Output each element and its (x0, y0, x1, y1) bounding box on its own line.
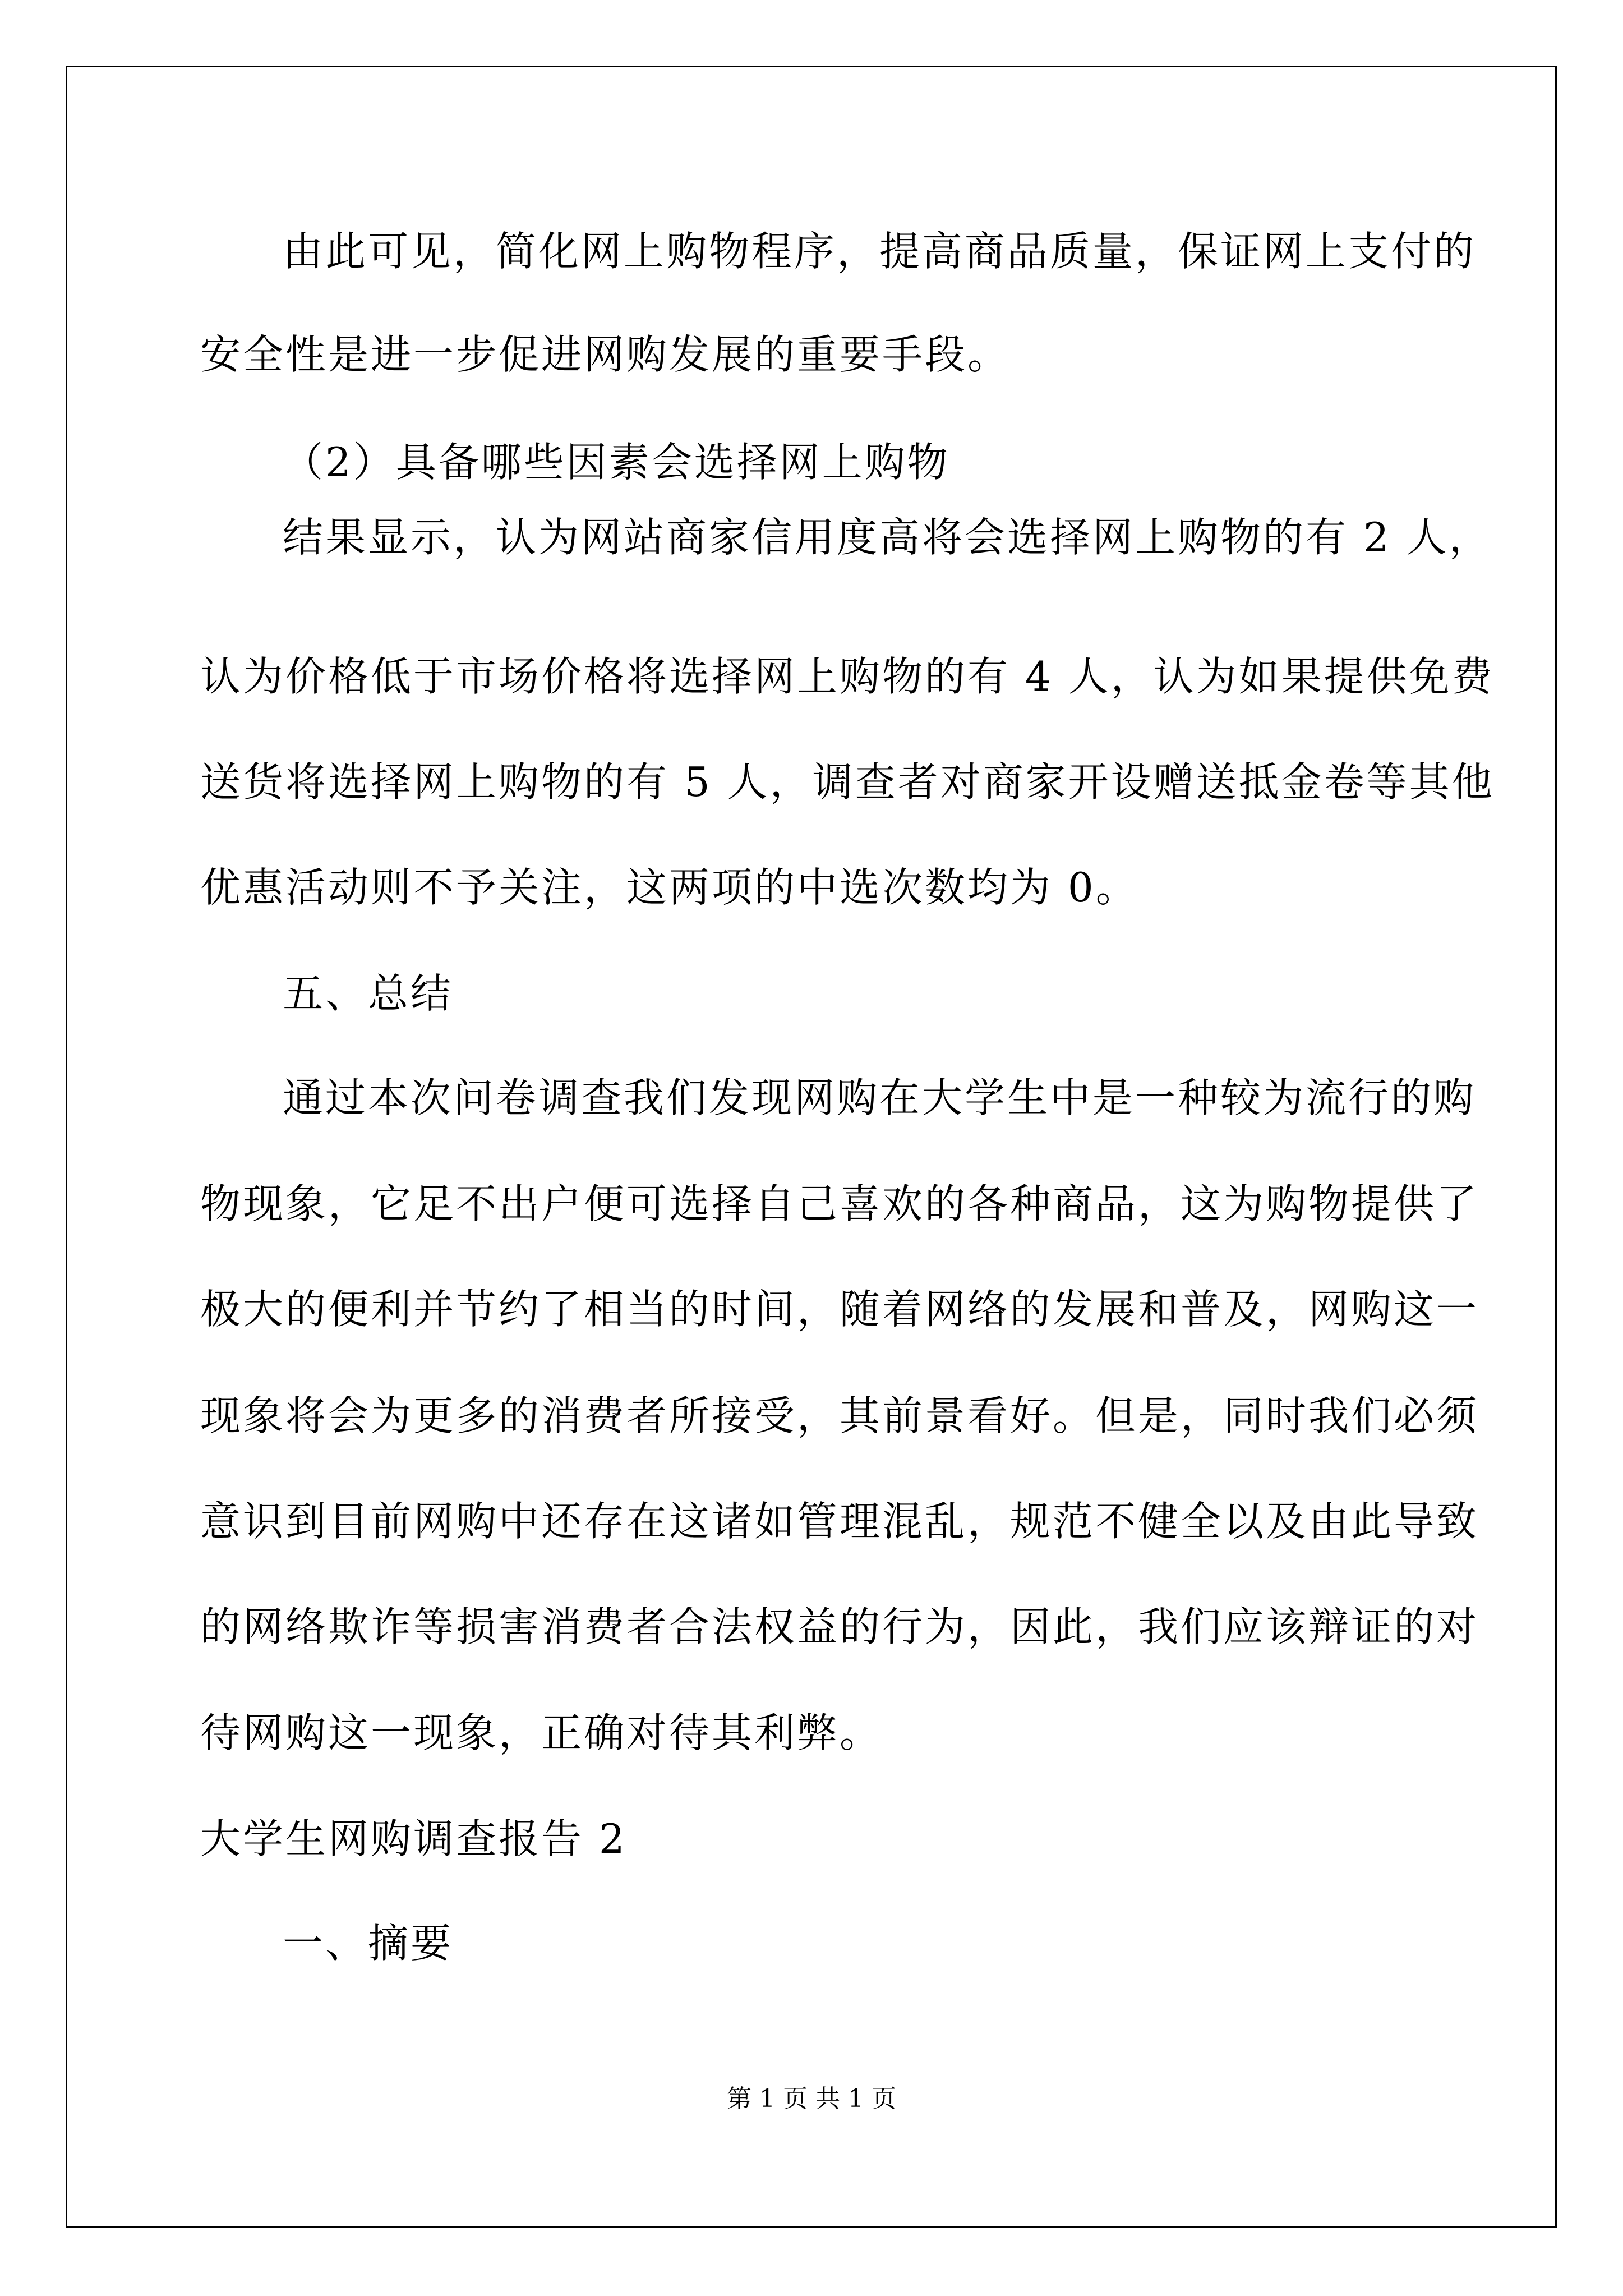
report-title: 大学生网购调查报告 2 (200, 1815, 627, 1862)
subheading: （2）具备哪些因素会选择网上购物 (283, 439, 950, 486)
paragraph-line: 安全性是进一步促进网购发展的重要手段。 (200, 331, 1011, 378)
paragraph-line: 结果显示，认为网站商家信用度高将会选择网上购物的有 2 人， (283, 514, 1492, 561)
paragraph-line: 优惠活动则不予关注，这两项的中选次数均为 0。 (200, 864, 1138, 911)
paragraph-line: 待网购这一现象，正确对待其利弊。 (200, 1709, 883, 1756)
paragraph-line: 的网络欺诈等损害消费者合法权益的行为，因此，我们应该辩证的对 (200, 1603, 1479, 1650)
paragraph-line: 物现象，它足不出户便可选择自己喜欢的各种商品，这为购物提供了 (200, 1180, 1479, 1227)
paragraph-line: 由此可见，简化网上购物程序，提高商品质量，保证网上支付的 (283, 228, 1477, 275)
paragraph-line: 意识到目前网购中还存在这诸如管理混乱，规范不健全以及由此导致 (200, 1498, 1479, 1545)
page-border (66, 66, 1557, 2228)
section-heading: 一、摘要 (283, 1920, 454, 1967)
paragraph-line: 现象将会为更多的消费者所接受，其前景看好。但是，同时我们必须 (200, 1392, 1479, 1439)
paragraph-line: 极大的便利并节约了相当的时间，随着网络的发展和普及，网购这一 (200, 1286, 1479, 1333)
paragraph-line: 通过本次问卷调查我们发现网购在大学生中是一种较为流行的购 (283, 1074, 1477, 1121)
page-number: 第 1 页 共 1 页 (727, 2085, 896, 2113)
section-heading: 五、总结 (283, 970, 454, 1017)
paragraph-line: 送货将选择网上购物的有 5 人，调查者对商家开设赠送抵金卷等其他 (200, 758, 1495, 806)
paragraph-line: 认为价格低于市场价格将选择网上购物的有 4 人，认为如果提供免费 (200, 653, 1495, 700)
